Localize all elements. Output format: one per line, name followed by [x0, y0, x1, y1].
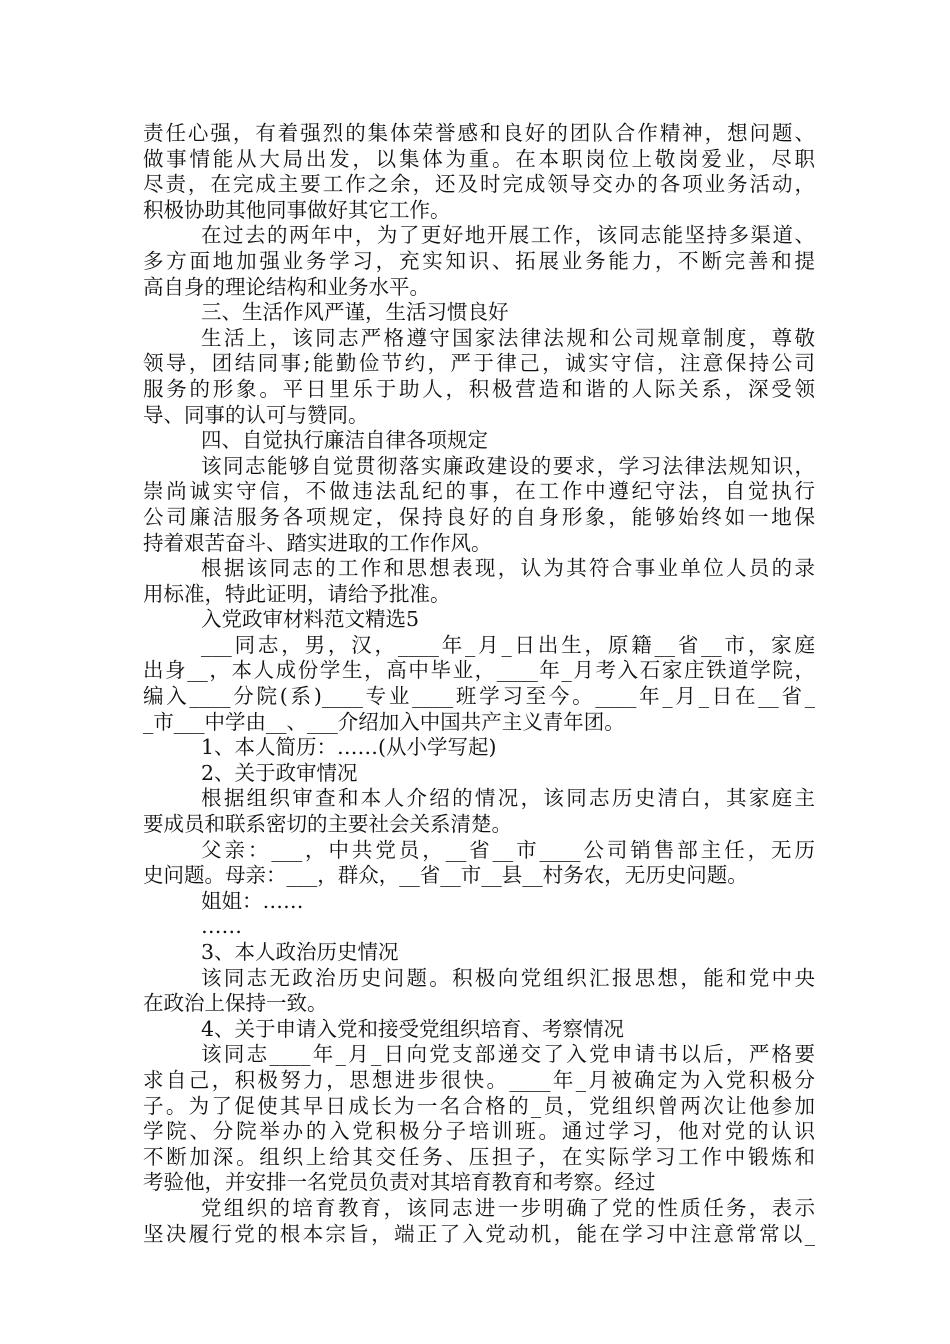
text-line: 子。为了促使其早日成长为一名合格的_员，党组织曾两次让他参加 — [143, 1093, 815, 1118]
text-line: 在政治上保持一致。 — [143, 991, 328, 1016]
text-line: …… — [201, 914, 242, 939]
text-line: 史问题。母亲：___，群众，__省__市__县__村务农，无历史问题。 — [143, 863, 748, 888]
text-line: 领导，团结同事;能勤俭节约，严于律己，诚实守信，注意保持公司 — [143, 351, 815, 376]
text-line: 公司廉洁服务各项规定，保持良好的自身形象，能够始终如一地保 — [143, 504, 815, 529]
text-line: 该同志____年_月_日向党支部递交了入党申请书以后，严格要 — [201, 1042, 815, 1067]
text-line: 4、关于申请入党和接受党组织培育、考察情况 — [201, 1016, 625, 1041]
text-line: 生活上，该同志严格遵守国家法律法规和公司规章制度，尊敬 — [201, 325, 815, 350]
text-line: 姐姐：…… — [201, 888, 304, 913]
text-line: 崇尚诚实守信，不做违法乱纪的事，在工作中遵纪守法，自觉执行 — [143, 479, 815, 504]
text-line: 导、同事的认可与赞同。 — [143, 402, 369, 427]
text-line: 编入____分院(系)____专业____班学习至今。____年_月_日在__省_ — [143, 684, 815, 709]
text-line: 根据该同志的工作和思想表现，认为其符合事业单位人员的录 — [201, 556, 815, 581]
text-line: 该同志无政治历史问题。积极向党组织汇报思想，能和党中央 — [201, 965, 815, 990]
text-line: 父亲：___，中共党员，__省__市____公司销售部主任，无历 — [201, 837, 815, 862]
text-line: ___同志，男，汉，____年_月_日出生，原籍__省__市，家庭 — [201, 632, 815, 657]
text-line: 做事情能从大局出发，以集体为重。在本职岗位上敬岗爱业，尽职 — [143, 146, 815, 171]
text-line: 持着艰苦奋斗、踏实进取的工作作风。 — [143, 530, 492, 555]
text-line: 坚决履行党的根本宗旨，端正了入党动机，能在学习中注意常常以_ — [143, 1221, 815, 1246]
text-line: 2、关于政审情况 — [201, 760, 358, 785]
text-line: 入党政审材料范文精选5 — [201, 607, 420, 632]
text-line: 在过去的两年中，为了更好地开展工作，该同志能坚持多渠道、 — [201, 223, 815, 248]
text-line: 要成员和联系密切的主要社会关系清楚。 — [143, 812, 512, 837]
text-line: 根据组织审查和本人介绍的情况，该同志历史清白，其家庭主 — [201, 786, 815, 811]
text-line: 求自己，积极努力，思想进步很快。____年_月被确定为入党积极分 — [143, 1067, 815, 1092]
text-line: 3、本人政治历史情况 — [201, 940, 399, 964]
text-line: 1、本人简历：……(从小学写起) — [201, 735, 497, 760]
text-line: 高自身的理论结构和业务水平。 — [143, 274, 430, 299]
text-line: 多方面地加强业务学习，充实知识、拓展业务能力，不断完善和提 — [143, 248, 815, 273]
text-line: _市___中学由__、___介绍加入中国共产主义青年团。 — [143, 709, 625, 734]
text-line: 考验他，并安排一名党员负责对其培育教育和考察。经过 — [143, 1170, 656, 1195]
text-line: 尽责，在完成主要工作之余，还及时完成领导交办的各项业务活动， — [143, 172, 815, 197]
text-line: 服务的形象。平日里乐于助人，积极营造和谐的人际关系，深受领 — [143, 376, 815, 401]
text-line: 三、生活作风严谨，生活习惯良好 — [201, 300, 509, 325]
document-body — [143, 121, 815, 1247]
text-line: 党组织的培育教育，该同志进一步明确了党的性质任务，表示 — [201, 1195, 815, 1220]
text-line: 出身__，本人成份学生，高中毕业，____年_月考入石家庄铁道学院， — [143, 658, 815, 683]
text-line: 四、自觉执行廉洁自律各项规定 — [201, 428, 488, 453]
text-line: 不断加深。组织上给其交任务、压担子，在实际学习工作中锻炼和 — [143, 1144, 815, 1169]
text-line: 用标准，特此证明，请给予批准。 — [143, 581, 451, 606]
text-line: 学院、分院举办的入党积极分子培训班。通过学习，他对党的认识 — [143, 1119, 815, 1144]
text-line: 积极协助其他同事做好其它工作。 — [143, 197, 451, 222]
text-line: 该同志能够自觉贯彻落实廉政建设的要求，学习法律法规知识， — [201, 453, 815, 478]
text-line: 责任心强，有着强烈的集体荣誉感和良好的团队合作精神，想问题、 — [143, 121, 815, 145]
